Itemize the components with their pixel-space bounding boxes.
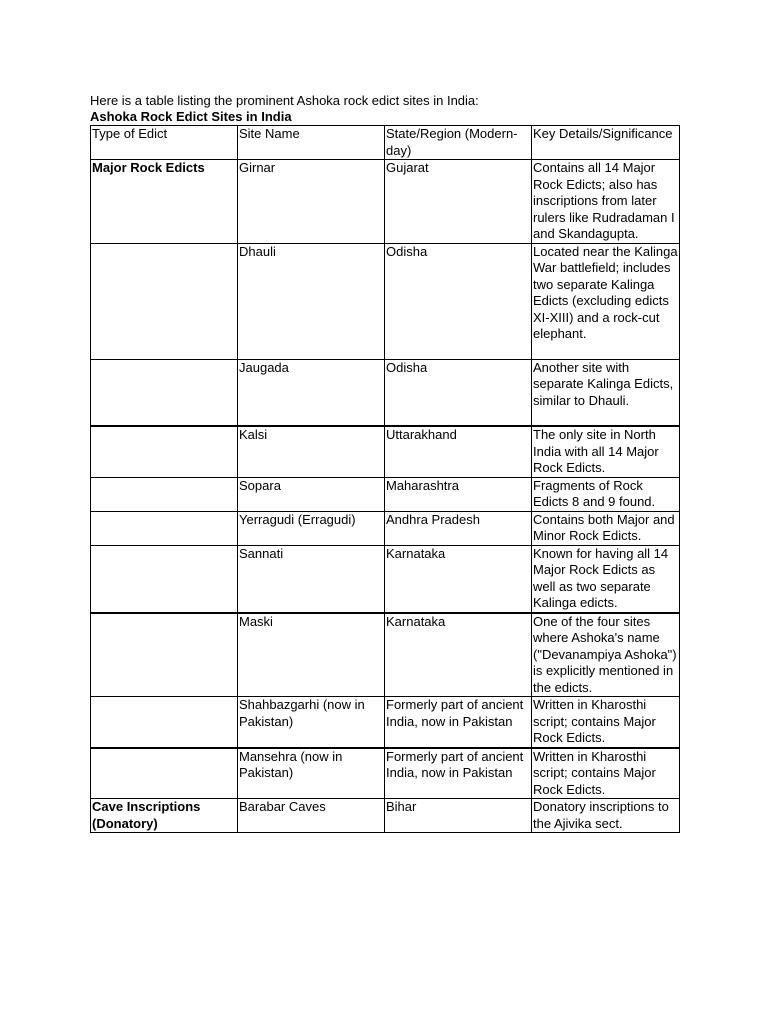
table-row — [91, 545, 680, 613]
table-row — [91, 426, 680, 477]
cell-state: Odisha — [385, 359, 532, 426]
table-row — [91, 359, 680, 426]
cell-site: Dhauli — [238, 243, 385, 359]
header-type-of-edict: Type of Edict — [91, 126, 238, 160]
cell-site: Barabar Caves — [238, 799, 385, 833]
cell-type — [91, 511, 238, 545]
cell-site: Shahbazgarhi (now in Pakistan) — [238, 697, 385, 748]
cell-state: Formerly part of ancient India, now in Pakistan — [385, 697, 532, 748]
cell-details: Written in Kharosthi script; contains Major Rock Edicts. — [532, 697, 680, 748]
cell-type — [91, 748, 238, 799]
cell-state: Bihar — [385, 799, 532, 833]
cell-site: Kalsi — [238, 426, 385, 477]
document-page — [90, 93, 680, 833]
table-row — [91, 748, 680, 799]
cell-type: Cave Inscriptions (Donatory) — [91, 799, 238, 833]
header-site-name: Site Name — [238, 126, 385, 160]
cell-state: Karnataka — [385, 613, 532, 697]
cell-state: Gujarat — [385, 160, 532, 244]
header-state-region: State/Region (Modern-day) — [385, 126, 532, 160]
table-row — [91, 613, 680, 697]
cell-site: Jaugada — [238, 359, 385, 426]
cell-type — [91, 359, 238, 426]
cell-type — [91, 613, 238, 697]
cell-site: Sopara — [238, 477, 385, 511]
table-row — [91, 511, 680, 545]
cell-type — [91, 697, 238, 748]
cell-type — [91, 243, 238, 359]
cell-state: Uttarakhand — [385, 426, 532, 477]
cell-details: Located near the Kalinga War battlefield; includes two separate Kalinga Edicts (excluding edicts XI-XIII) and a rock-cut elephant. — [532, 243, 680, 359]
cell-details: The only site in North India with all 14 Major Rock Edicts. — [532, 426, 680, 477]
cell-details: Another site with separate Kalinga Edicts, similar to Dhauli. — [532, 359, 680, 426]
cell-state: Formerly part of ancient India, now in Pakistan — [385, 748, 532, 799]
cell-type — [91, 545, 238, 613]
cell-details: Fragments of Rock Edicts 8 and 9 found. — [532, 477, 680, 511]
cell-details: Donatory inscriptions to the Ajivika sect. — [532, 799, 680, 833]
cell-details: Known for having all 14 Major Rock Edicts as well as two separate Kalinga edicts. — [532, 545, 680, 613]
intro-text: Here is a table listing the prominent Ashoka rock edict sites in India: — [90, 93, 479, 108]
cell-state: Odisha — [385, 243, 532, 359]
edict-sites-table — [90, 125, 680, 833]
cell-site: Sannati — [238, 545, 385, 613]
cell-state: Maharashtra — [385, 477, 532, 511]
table-row — [91, 160, 680, 244]
cell-details: Contains both Major and Minor Rock Edicts. — [532, 511, 680, 545]
header-key-details: Key Details/Significance — [532, 126, 680, 160]
cell-site: Girnar — [238, 160, 385, 244]
cell-details: One of the four sites where Ashoka's name ("Devanampiya Ashoka") is explicitly mentioned in the edicts. — [532, 613, 680, 697]
table-row — [91, 477, 680, 511]
table-row — [91, 697, 680, 748]
cell-site: Maski — [238, 613, 385, 697]
cell-type — [91, 477, 238, 511]
cell-type: Major Rock Edicts — [91, 160, 238, 244]
cell-state: Karnataka — [385, 545, 532, 613]
cell-site: Yerragudi (Erragudi) — [238, 511, 385, 545]
cell-details: Contains all 14 Major Rock Edicts; also has inscriptions from later rulers like Rudradaman I and Skandagupta. — [532, 160, 680, 244]
cell-details: Written in Kharosthi script; contains Major Rock Edicts. — [532, 748, 680, 799]
table-row — [91, 243, 680, 359]
table-row — [91, 799, 680, 833]
cell-state: Andhra Pradesh — [385, 511, 532, 545]
table-heading: Ashoka Rock Edict Sites in India — [90, 109, 292, 124]
cell-type — [91, 426, 238, 477]
cell-site: Mansehra (now in Pakistan) — [238, 748, 385, 799]
table-header-row — [91, 126, 680, 160]
